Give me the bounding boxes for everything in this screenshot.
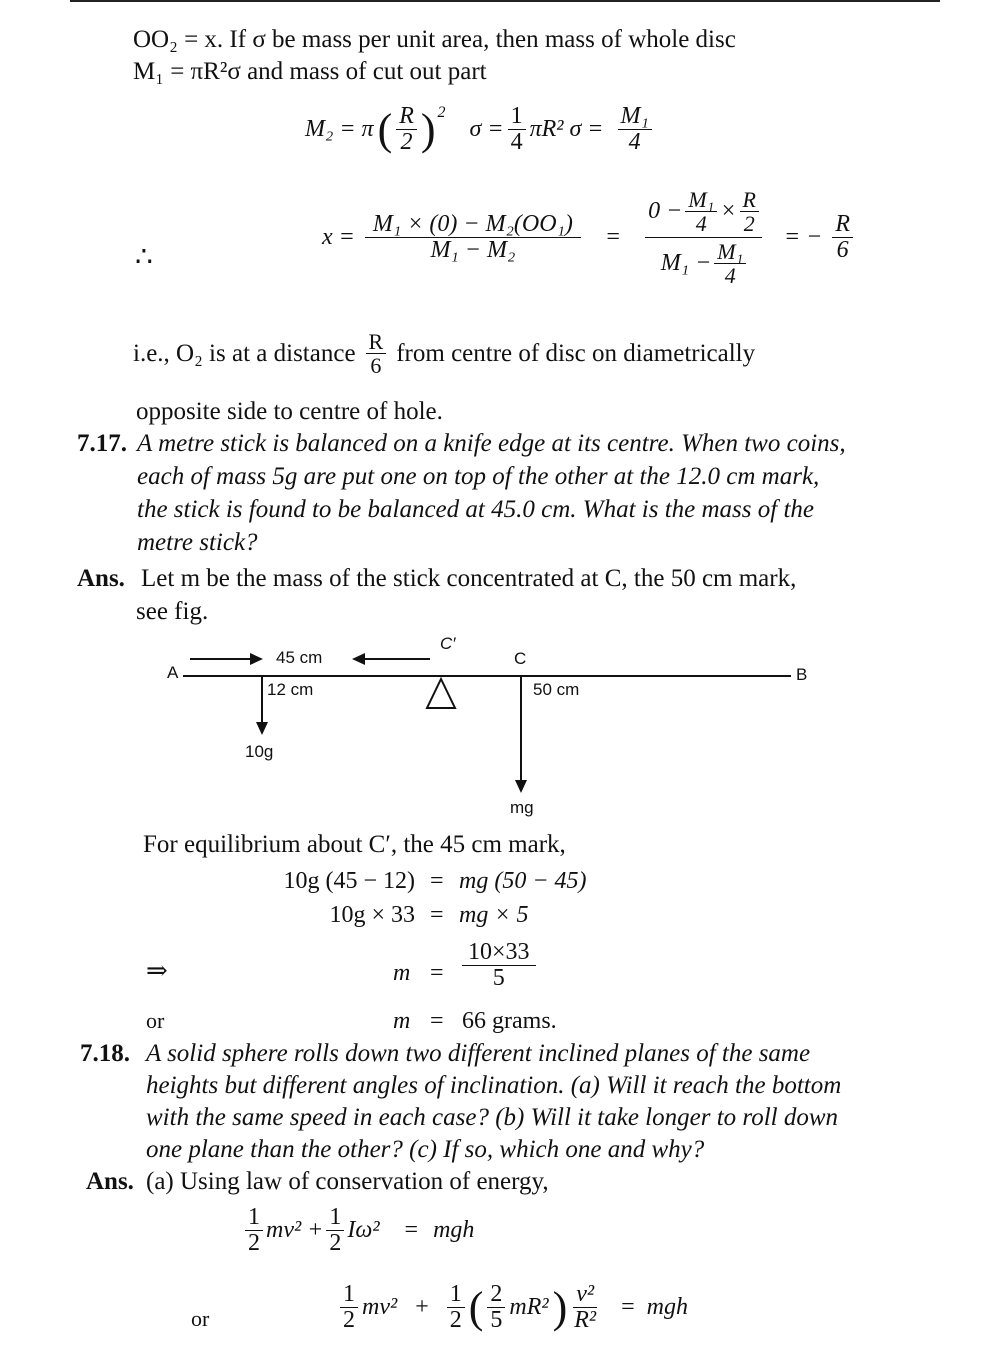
q717-line-1: A metre stick is balanced on a knife edge at its centre. When two coins,: [137, 430, 846, 457]
ie-line: [133, 330, 755, 377]
eq-row1-lhs: 10g (45 − 12): [283, 868, 415, 894]
equation-m2: [305, 104, 652, 155]
dim-arrow-right-icon: [250, 652, 264, 666]
eq-row2-rhs: mg × 5: [459, 902, 529, 928]
x-frac-2: 0 − $\frac{\text{M₁}}{4}$ × $\frac{R}{2}$ M₁ − $\frac{\text{M₁}}{4}$: [645, 188, 762, 287]
m2-paren-open: (: [377, 105, 393, 155]
equation-x: [322, 188, 853, 287]
eq-row2-lhs: 10g × 33: [329, 902, 415, 928]
equilibrium-intro: For equilibrium about C′, the 45 cm mark,: [143, 831, 566, 858]
eq-row1-rhs: mg (50 − 45): [459, 868, 587, 894]
label-c: C: [514, 649, 527, 668]
implies-symbol: ⇒: [146, 956, 168, 985]
x-lhs: x =: [322, 224, 355, 251]
q718-line-2: heights but different angles of inclination. (a) Will it reach the bottom: [146, 1072, 842, 1099]
m2-quarter: $\frac{1}{4}$: [508, 104, 526, 155]
weight-line-mg: [520, 676, 522, 786]
label-10g: 10g: [245, 742, 274, 761]
eq-row4-eq: =: [430, 1008, 444, 1034]
label-12cm: 12 cm: [267, 680, 314, 699]
eq-row1-eq: =: [430, 868, 444, 894]
x-eq-1: =: [604, 224, 622, 251]
metre-stick: [183, 675, 791, 677]
ie-suffix: from centre of disc on diametrically: [396, 339, 756, 367]
or-1: or: [146, 1008, 165, 1033]
eq-row2-eq: =: [430, 902, 444, 928]
q718-number: 7.18.: [80, 1040, 130, 1067]
ans717-label: Ans.: [77, 565, 125, 592]
label-c-prime: C′: [440, 634, 456, 653]
eq-row4-lhs: m: [393, 1008, 411, 1034]
q717-line-3: the stick is found to be balanced at 45.0 cm. What is the mass of the: [137, 496, 814, 523]
ans717-line-2: see fig.: [136, 598, 209, 625]
label-45cm: 45 cm: [276, 648, 323, 667]
eq-row4-rhs: 66 grams.: [462, 1008, 557, 1034]
arrow-down-10g-icon: [255, 722, 269, 736]
knife-edge-icon: [424, 676, 458, 710]
top-rule: [70, 0, 940, 2]
ie-prefix: i.e., O₂ is at a distance: [133, 339, 356, 367]
arrow-down-mg-icon: [514, 780, 528, 794]
label-b: B: [796, 665, 808, 684]
q717-number: 7.17.: [77, 430, 127, 457]
energy-equation-2: $\frac{1}{2}$ mv² + $\frac{1}{2}$ ( $\frac{2}{5}$ mR² ) $\frac{\text{v²}}{\text{R²}}$ = mgh: [340, 1282, 688, 1333]
q718-line-1: A solid sphere rolls down two different inclined planes of the same: [146, 1040, 811, 1067]
eq-row3-lhs: m: [393, 960, 411, 986]
q718-line-3: with the same speed in each case? (b) Will it take longer to roll down: [146, 1104, 839, 1131]
q717-line-4: metre stick?: [137, 529, 258, 556]
ans718-line-1: (a) Using law of conservation of energy,: [146, 1168, 549, 1195]
label-mg: mg: [510, 798, 534, 817]
m2-result: $\frac{\text{M₁}}{4}$: [618, 104, 652, 155]
m2-power: 2: [437, 104, 446, 121]
x-result: $\frac{R}{6}$: [832, 212, 853, 263]
eq-row3-eq: =: [430, 960, 444, 986]
label-a: A: [167, 663, 179, 682]
ans717-line-1: Let m be the mass of the stick concentrated at C, the 50 cm mark,: [141, 565, 797, 592]
x-eq-2: = −: [783, 224, 823, 251]
m2-mid: σ =: [469, 116, 504, 143]
ie-line-2: opposite side to centre of hole.: [136, 398, 443, 425]
m2-lhs: M₂ = π: [305, 116, 374, 143]
therefore-symbol: ∴: [135, 242, 153, 273]
intro-line-2: M₁ = πR²σ and mass of cut out part: [133, 58, 487, 85]
dim-line-right: [362, 658, 430, 660]
or-2: or: [191, 1306, 210, 1331]
eq-row3-frac: $\frac{10\times 33}{5}$: [462, 940, 536, 991]
weight-line-10g: [261, 676, 263, 728]
m2-ratio: $\frac{R}{2}$: [396, 104, 417, 155]
label-50cm: 50 cm: [533, 680, 580, 699]
intro-line-1: OO₂ = x. If σ be mass per unit area, then mass of whole disc: [133, 26, 736, 53]
ans718-label: Ans.: [86, 1168, 134, 1195]
q717-line-2: each of mass 5g are put one on top of the other at the 12.0 cm mark,: [137, 463, 820, 490]
ie-frac: $\frac{R}{6}$: [366, 330, 387, 377]
m2-mid2: πR² σ =: [529, 116, 604, 143]
q718-line-4: one plane than the other? (c) If so, which one and why?: [146, 1136, 705, 1163]
x-frac-1: $\frac{\text{M₁ × (0) − M₂(OO₁)}}{\text{M₁ − M₂}}$: [365, 212, 581, 263]
energy-equation-1: $\frac{1}{2}$ mv² + $\frac{1}{2}$ Iω² = mgh: [245, 1205, 474, 1256]
m2-paren-close: ): [420, 105, 436, 155]
